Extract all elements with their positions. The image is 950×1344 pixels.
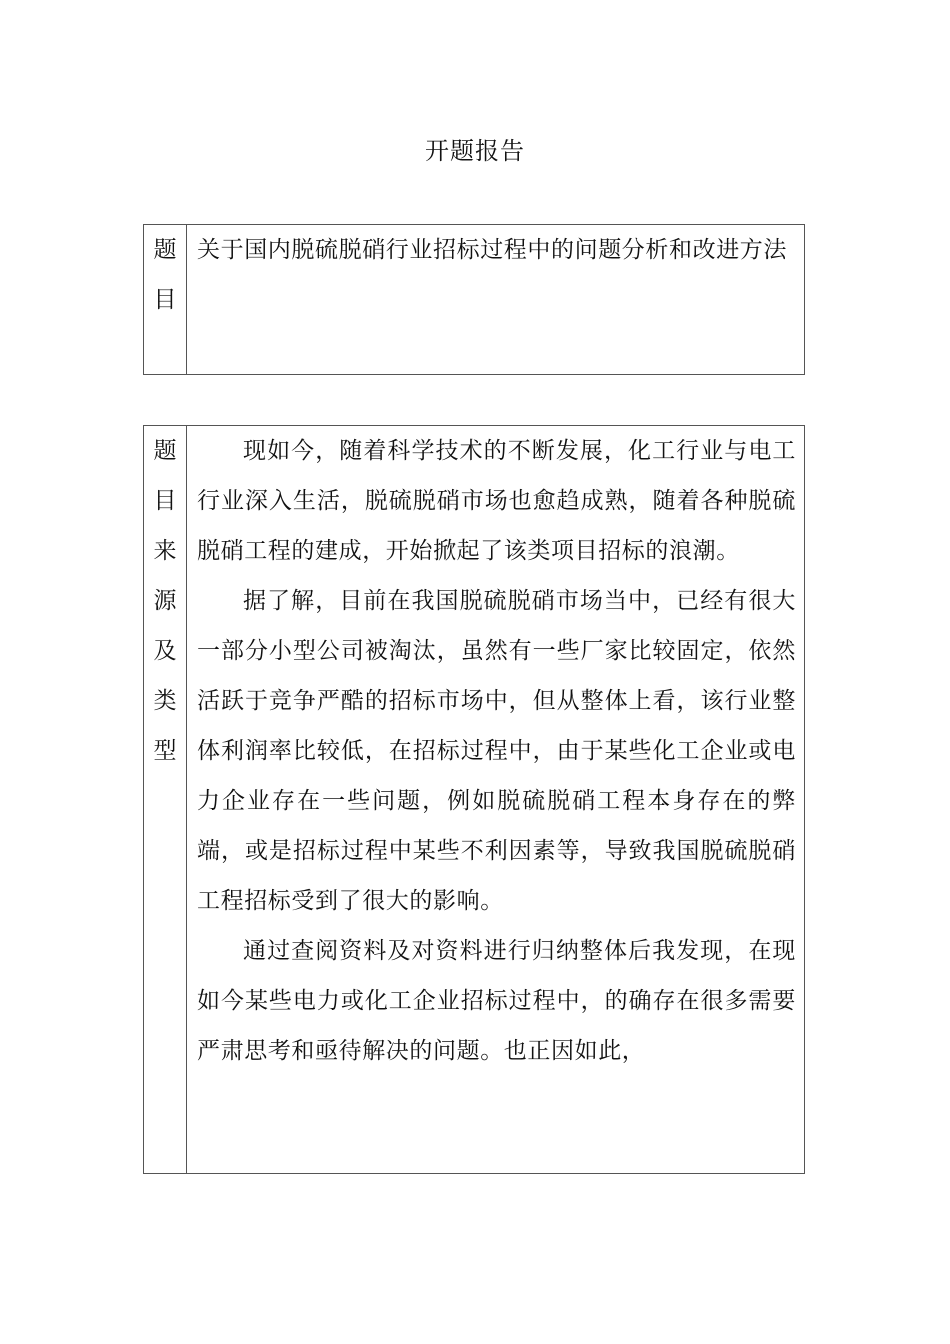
topic-label: 题目 <box>153 237 177 313</box>
source-paragraph: 现如今，随着科学技术的不断发展，化工行业与电工行业深入生活，脱硫脱硝市场也愈趋成熟，随着各种脱硫脱硝工程的建成，开始掀起了该类项目招标的浪潮。 <box>197 438 796 564</box>
topic-label-cell <box>144 225 187 375</box>
source-row <box>144 426 805 1174</box>
topic-content-cell <box>187 225 805 375</box>
source-paragraph: 据了解，目前在我国脱硫脱硝市场当中，已经有很大一部分小型公司被淘汰，虽然有一些厂家比较固定，依然活跃于竞争严酷的招标市场中，但从整体上看，该行业整体利润率比较低，在招标过程中，由于某些化工企业或电力企业存在一些问题，例如脱硫脱硝工程本身存在的弊端，或是招标过程中某些不利因素等，导致我国脱硫脱硝工程招标受到了很大的影响。 <box>197 588 796 914</box>
source-label-cell <box>144 426 187 1174</box>
source-content <box>187 426 804 1076</box>
topic-row <box>144 225 805 375</box>
source-label: 题目来源及类型 <box>153 438 177 764</box>
topic-content: 关于国内脱硫脱硝行业招标过程中的问题分析和改进方法 <box>197 237 787 263</box>
source-content-cell <box>187 426 805 1174</box>
topic-table <box>143 224 805 375</box>
source-paragraph: 通过查阅资料及对资料进行归纳整体后我发现，在现如今某些电力或化工企业招标过程中，的确存在很多需要严肃思考和亟待解决的问题。也正因如此， <box>197 938 796 1064</box>
page-title: 开题报告 <box>425 137 525 165</box>
source-table <box>143 425 805 1174</box>
